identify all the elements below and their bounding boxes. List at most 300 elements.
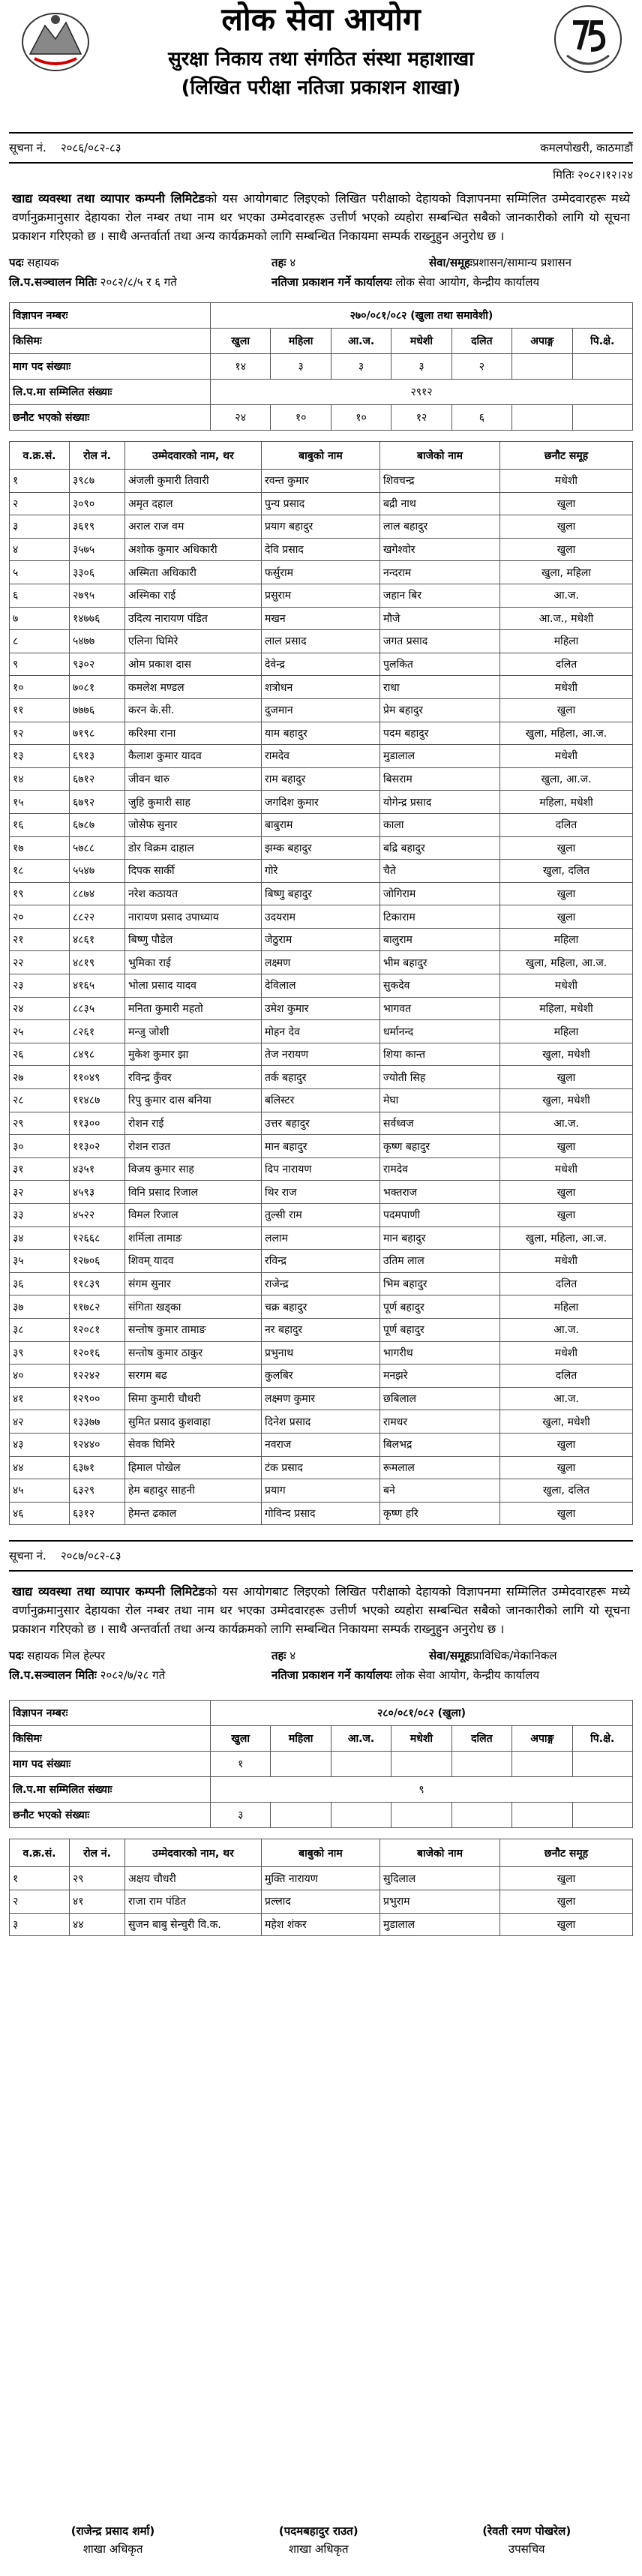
- table-row: [10, 492, 633, 515]
- table-cell: ११७८२: [70, 1296, 125, 1319]
- table-cell: ४५२२: [70, 1204, 125, 1227]
- table-cell: सन्तोष कुमार ठाकुर: [125, 1341, 262, 1365]
- table-cell: चैते: [380, 860, 500, 883]
- column-header: बाजेको नाम: [380, 1839, 500, 1867]
- table-cell: ४१: [70, 1890, 125, 1913]
- table-cell: हेम बहादुर साहनी: [125, 1479, 262, 1503]
- table-cell: जगत प्रसाद: [380, 630, 500, 653]
- table-cell: खुला: [500, 1181, 633, 1204]
- table-cell: सुदिलाल: [380, 1867, 500, 1890]
- table-cell: चक्र बहादुर: [262, 1296, 380, 1319]
- table-cell: ६७१२: [70, 767, 125, 791]
- table-cell: सुकदेव: [380, 974, 500, 998]
- table-cell: देविलाल: [262, 974, 380, 998]
- table-cell: मधेशी: [500, 1250, 633, 1273]
- table-cell: नन्दराम: [380, 561, 500, 584]
- table-cell: १९: [10, 882, 70, 905]
- table-cell: ३१: [10, 1157, 70, 1181]
- table-cell: मुक्ति नारायण: [262, 1867, 380, 1890]
- table-cell: खुला, मधेशी: [500, 1410, 633, 1434]
- table-cell: १३: [10, 745, 70, 768]
- post-info: पदः सहायक मिल हेल्पर तहः ४ सेवा/समूहःप्राविधिक/मेकानिकल: [9, 1649, 557, 1663]
- table-cell: मुडालाल: [380, 745, 500, 768]
- column-header: व.क्र.सं.: [10, 442, 70, 470]
- table-row: [10, 1410, 633, 1434]
- column-header: बाजेको नाम: [380, 442, 500, 470]
- table-cell: ३६१९: [70, 515, 125, 539]
- table-cell: पुन्य प्रसाद: [262, 492, 380, 515]
- post-info: पदः सहायक तहः ४ सेवा/समूहःप्रशासन/सामान्य प्रशासन: [9, 256, 572, 269]
- table-cell: ४१: [10, 1387, 70, 1410]
- table-cell: कृष्ण हरि: [380, 1502, 500, 1525]
- table-cell: महेश शंकर: [262, 1913, 380, 1936]
- ad-summary-table: विज्ञापन नम्बरः २७०/०८१/०८२ (खुला तथा समावेशी) किसिमः खुला महिला आ.ज. मधेशी दलित अपाङ्ग पि.क्षे. माग पद संख्याः १४ ३ ३ ३ २ लि.प.मा सम्मिलित संख्याः २९१२ छनौट भएको संख्याः २४ १० १० १२ ६: [9, 302, 633, 431]
- column-header: छनौट समूह: [500, 442, 633, 470]
- column-header: रोल नं.: [70, 442, 125, 470]
- table-cell: ४८१९: [70, 951, 125, 974]
- total-row: लि.प.मा सम्मिलित संख्याः ९: [10, 1777, 633, 1803]
- table-cell: ९३०२: [70, 653, 125, 676]
- type-row: किसिमः खुला महिला आ.ज. मधेशी दलित अपाङ्ग पि.क्षे.: [10, 329, 633, 354]
- table-cell: ४६: [10, 1502, 70, 1525]
- table-cell: आ.ज.: [500, 1318, 633, 1341]
- demand-row: माग पद संख्याः १४ ३ ३ ३ २: [10, 354, 633, 380]
- table-cell: ५: [10, 561, 70, 584]
- table-cell: ३५: [10, 1250, 70, 1273]
- table-cell: झम्क बहादुर: [262, 836, 380, 860]
- table-cell: दिपक सार्की: [125, 860, 262, 883]
- table-cell: महिला: [500, 928, 633, 951]
- anniversary-logo-icon: [552, 3, 624, 75]
- table-cell: खुला: [500, 882, 633, 905]
- table-cell: ८२६१: [70, 1020, 125, 1043]
- table-cell: खुला: [500, 1502, 633, 1525]
- selected-row: छनौट भएको संख्याः ३: [10, 1803, 633, 1828]
- table-cell: ६७९२: [70, 791, 125, 814]
- table-cell: पूर्ण बहादुर: [380, 1318, 500, 1341]
- table-cell: महिला, मधेशी: [500, 997, 633, 1020]
- table-cell: शिवम् यादव: [125, 1250, 262, 1273]
- table-cell: जगदिश कुमार: [262, 791, 380, 814]
- table-cell: जहान बिर: [380, 584, 500, 607]
- table-cell: फर्सुराम: [262, 561, 380, 584]
- table-cell: जोगिराम: [380, 882, 500, 905]
- table-cell: १२९००: [70, 1387, 125, 1410]
- ad-summary-table: विज्ञापन नम्बरः २८०/०८१/०८२ (खुला) किसिमः खुला महिला आ.ज. मधेशी दलित अपाङ्ग पि.क्षे. माग पद संख्याः १ लि.प.मा सम्मिलित संख्याः ९ छनौट भएको संख्याः ३: [9, 1700, 633, 1828]
- table-cell: ११३००: [70, 1112, 125, 1135]
- table-cell: ३०: [10, 1135, 70, 1158]
- table-cell: विनि प्रसाद रिजाल: [125, 1181, 262, 1204]
- table-row: [10, 1066, 633, 1089]
- table-cell: राम बहादुर: [262, 767, 380, 791]
- table-cell: ४१६५: [70, 974, 125, 998]
- total-row: लि.प.मा सम्मिलित संख्याः २९१२: [10, 380, 633, 405]
- table-cell: आ.ज.: [500, 584, 633, 607]
- table-cell: उदयराम: [262, 905, 380, 929]
- table-cell: काला: [380, 813, 500, 836]
- table-cell: खुला: [500, 492, 633, 515]
- table-cell: जीवन थारु: [125, 767, 262, 791]
- table-cell: मान बहादुर: [380, 1226, 500, 1250]
- table-cell: २२: [10, 951, 70, 974]
- table-cell: १२७०६: [70, 1250, 125, 1273]
- table-cell: भीम बहादुर: [380, 951, 500, 974]
- table-cell: महिला, मधेशी: [500, 791, 633, 814]
- table-cell: ओम प्रकाश दास: [125, 653, 262, 676]
- table-cell: रामदेव: [262, 745, 380, 768]
- table-cell: १६: [10, 813, 70, 836]
- table-cell: ३: [10, 1913, 70, 1936]
- table-cell: ५४७७: [70, 630, 125, 653]
- table-cell: खुला, मधेशी: [500, 1043, 633, 1066]
- table-cell: ३५७५: [70, 538, 125, 561]
- signature-2: (पदमबहादुर राउत) शाखा अधिकृत: [278, 2524, 358, 2556]
- table-cell: खुला: [500, 905, 633, 929]
- table-cell: मन्जु जोशी: [125, 1020, 262, 1043]
- table-cell: २८: [10, 1089, 70, 1112]
- table-cell: मेघा: [380, 1089, 500, 1112]
- table-cell: राधा: [380, 676, 500, 699]
- table-cell: मुडालाल: [380, 1913, 500, 1936]
- table-row: [10, 791, 633, 814]
- table-cell: १२०८१: [70, 1318, 125, 1341]
- table-cell: सेवक घिमिरे: [125, 1433, 262, 1456]
- table-cell: ४: [10, 538, 70, 561]
- column-header: उम्मेदवारको नाम, थर: [125, 442, 262, 470]
- table-cell: बालुराम: [380, 928, 500, 951]
- table-cell: बिष्णु बहादुर: [262, 882, 380, 905]
- notice-line: [9, 134, 633, 162]
- table-cell: मनझरे: [380, 1365, 500, 1388]
- table-cell: लाल बहादुर: [380, 515, 500, 539]
- table-cell: हिमाल पोखेल: [125, 1456, 262, 1479]
- table-cell: सुमित प्रसाद कुशवाहा: [125, 1410, 262, 1434]
- table-cell: गोविन्द प्रसाद: [262, 1502, 380, 1525]
- table-cell: रविन्द्र कुँवर: [125, 1066, 262, 1089]
- column-header: बाबुको नाम: [262, 442, 380, 470]
- table-cell: खुला, महिला, आ.ज.: [500, 722, 633, 745]
- table-cell: हेमन्त ढकाल: [125, 1502, 262, 1525]
- table-cell: खुला, महिला: [500, 561, 633, 584]
- table-cell: सर्वध्वज: [380, 1112, 500, 1135]
- table-cell: जेठुराम: [262, 928, 380, 951]
- table-cell: राजेन्द्र: [262, 1272, 380, 1296]
- notice-number: सूचना नं. २०८६/०८२-८३: [9, 141, 122, 155]
- table-cell: बिलभद्र: [380, 1433, 500, 1456]
- signature-block: [9, 2522, 633, 2558]
- table-cell: खगेश्वोर: [380, 538, 500, 561]
- table-cell: बद्री नाथ: [380, 492, 500, 515]
- table-cell: मोहन देव: [262, 1020, 380, 1043]
- table-cell: २१: [10, 928, 70, 951]
- table-cell: ललाम: [262, 1226, 380, 1250]
- table-cell: ७: [10, 607, 70, 630]
- notice-date: मितिः २०८२।१२।२४: [553, 168, 633, 182]
- table-cell: पुलकित: [380, 653, 500, 676]
- table-cell: बद्रि बहादुर: [380, 836, 500, 860]
- table-cell: ६३२९: [70, 1479, 125, 1503]
- table-cell: टंक प्रसाद: [262, 1456, 380, 1479]
- table-cell: दलित: [500, 813, 633, 836]
- table-cell: ८: [10, 630, 70, 653]
- table-cell: धर्मानन्द: [380, 1020, 500, 1043]
- table-cell: ७१९८: [70, 722, 125, 745]
- table-cell: ३३: [10, 1204, 70, 1227]
- table-cell: रवन्त कुमार: [262, 470, 380, 493]
- table-row: [10, 1089, 633, 1112]
- table-cell: सुजन बाबु सेन्चुरी वि.क.: [125, 1913, 262, 1936]
- office-place: कमलपोखरी, काठमाडौं: [540, 141, 633, 155]
- table-cell: जोसेफ सुनार: [125, 813, 262, 836]
- table-cell: ३७: [10, 1296, 70, 1319]
- table-cell: विमल रिजाल: [125, 1204, 262, 1227]
- table-cell: ५७८८: [70, 836, 125, 860]
- table-cell: बिष्णु पौडेल: [125, 928, 262, 951]
- table-cell: ४४: [10, 1456, 70, 1479]
- exam-info: लि.प.सञ्चालन मितिः २०८२/८/५ र ६ गते नतिजा प्रकाशन गर्ने कार्यालयः लोक सेवा आयोग, केन्द्रीय कार्यालय: [9, 275, 540, 289]
- table-cell: २३: [10, 974, 70, 998]
- column-header: छनौट समूह: [500, 1839, 633, 1867]
- table-cell: दलित: [500, 1272, 633, 1296]
- table-cell: खुला, दलित: [500, 860, 633, 883]
- table-cell: अंजली कुमारी तिवारी: [125, 470, 262, 493]
- table-row: [10, 1456, 633, 1479]
- table-cell: ८८३५: [70, 997, 125, 1020]
- table-cell: करन के.सी.: [125, 698, 262, 722]
- table-cell: बाबुराम: [262, 813, 380, 836]
- table-cell: खुला: [500, 698, 633, 722]
- table-row: [10, 1112, 633, 1135]
- table-row: [10, 1135, 633, 1158]
- table-row: [10, 653, 633, 676]
- table-cell: ७७७६: [70, 698, 125, 722]
- table-cell: नवराज: [262, 1433, 380, 1456]
- table-cell: खुला: [500, 1204, 633, 1227]
- table-cell: २: [10, 1890, 70, 1913]
- table-cell: ४८६१: [70, 928, 125, 951]
- table-cell: महिला: [500, 630, 633, 653]
- table-row: [10, 584, 633, 607]
- table-cell: भागरीथ: [380, 1341, 500, 1365]
- table-cell: अराल राज वम: [125, 515, 262, 539]
- page-title: लोक सेवा आयोग: [221, 1, 421, 38]
- table-cell: देवि प्रसाद: [262, 538, 380, 561]
- table-cell: २७९५: [70, 584, 125, 607]
- table-cell: खुला: [500, 1456, 633, 1479]
- table-cell: ११३०२: [70, 1135, 125, 1158]
- table-row: [10, 515, 633, 539]
- table-cell: खुला, आ.ज.: [500, 767, 633, 791]
- column-header: बाबुको नाम: [262, 1839, 380, 1867]
- table-row: [10, 836, 633, 860]
- table-cell: खुला: [500, 1433, 633, 1456]
- table-cell: ४३: [10, 1433, 70, 1456]
- table-cell: १२६६८: [70, 1226, 125, 1250]
- notice-paragraph: खाद्य व्यवस्था तथा व्यापार कम्पनी लिमिटेडको यस आयोगबाट लिइएको लिखित परीक्षाको देहायको विज्ञापनमा सम्मिलित उम्मेदवारहरू मध्ये वर्णानुक्रमानुसार देहायका रोल नम्बर तथा नाम थर भएका उम्मेदवारहरू उत्तीर्ण भएको व्यहोरा सम्बन्धित सबैको जानकारीको लागि यो सूचना प्रकाशन गरिएको छ । साथै अन्तर्वार्ता तथा अन्य कार्यक्रमको लागि सम्बन्धित निकायमा सम्पर्क राख्नुहुन अनुरोध छ ।: [12, 191, 630, 243]
- table-cell: भक्तराज: [380, 1181, 500, 1204]
- table-row: [10, 1226, 633, 1250]
- table-cell: मधेशी: [500, 1157, 633, 1181]
- table-cell: ३६: [10, 1272, 70, 1296]
- table-cell: योगेन्द्र प्रसाद: [380, 791, 500, 814]
- table-cell: राजा राम पंडित: [125, 1890, 262, 1913]
- table-cell: भुमिका राई: [125, 951, 262, 974]
- table-cell: ३: [10, 515, 70, 539]
- table-row: [10, 1181, 633, 1204]
- table-row: [10, 928, 633, 951]
- company-name: खाद्य व्यवस्था तथा व्यापार कम्पनी लिमिटेड: [12, 1584, 205, 1599]
- table-cell: तुल्सी राम: [262, 1204, 380, 1227]
- table-cell: ३०९०: [70, 492, 125, 515]
- table-cell: ३२: [10, 1181, 70, 1204]
- table-row: [10, 607, 633, 630]
- table-cell: शिवचन्द्र: [380, 470, 500, 493]
- table-row: [10, 1890, 633, 1913]
- table-cell: २७: [10, 1066, 70, 1089]
- table-row: [10, 1913, 633, 1936]
- notice-paragraph: खाद्य व्यवस्था तथा व्यापार कम्पनी लिमिटेडको यस आयोगबाट लिइएको लिखित परीक्षाको देहायको विज्ञापनमा सम्मिलित उम्मेदवारहरू मध्ये वर्णानुक्रमानुसार देहायका रोल नम्बर तथा नाम थर भएका उम्मेदवारहरू उत्तीर्ण भएको व्यहोरा सम्बन्धित सबैको जानकारीको लागि यो सूचना प्रकाशन गरिएको छ । साथै अन्तर्वार्ता तथा अन्य कार्यक्रमको लागि सम्बन्धित निकायमा सम्पर्क राख्नुहुन अनुरोध छ ।: [12, 1584, 630, 1637]
- table-cell: पदमपाणी: [380, 1204, 500, 1227]
- table-cell: आ.ज.: [500, 1112, 633, 1135]
- table-cell: २: [10, 492, 70, 515]
- table-cell: नर बहादुर: [262, 1318, 380, 1341]
- signature-1: (राजेन्द्र प्रसाद शर्मा) शाखा अधिकृत: [70, 2524, 155, 2556]
- table-cell: नरेश कठायत: [125, 882, 262, 905]
- table-cell: कैलाश कुमार यादव: [125, 745, 262, 768]
- table-cell: रोशन राई: [125, 1112, 262, 1135]
- table-cell: करिश्मा राना: [125, 722, 262, 745]
- table-cell: याम बहादुर: [262, 722, 380, 745]
- table-cell: पूर्ण बहादुर: [380, 1296, 500, 1319]
- table-cell: ११८३९: [70, 1272, 125, 1296]
- type-row: किसिमः खुला महिला आ.ज. मधेशी दलित अपाङ्ग पि.क्षे.: [10, 1726, 633, 1752]
- table-cell: अस्मिका राई: [125, 584, 262, 607]
- table-cell: प्रभुनाथ: [262, 1341, 380, 1365]
- table-cell: मधेशी: [500, 1341, 633, 1365]
- candidate-table: [9, 441, 633, 1525]
- table-cell: संगिता खड्का: [125, 1296, 262, 1319]
- table-cell: ६: [10, 584, 70, 607]
- table-row: [10, 1250, 633, 1273]
- table-cell: जुहि कुमारी साह: [125, 791, 262, 814]
- table-cell: १२४४०: [70, 1433, 125, 1456]
- divider: [9, 1570, 633, 1572]
- table-cell: ५५४७: [70, 860, 125, 883]
- table-row: [10, 813, 633, 836]
- signature-3: (रेवती रमण पोखरेल) उपसचिव: [482, 2524, 572, 2556]
- table-cell: खुला: [500, 836, 633, 860]
- table-row: [10, 974, 633, 998]
- table-cell: लक्ष्मण कुमार: [262, 1387, 380, 1410]
- table-cell: ४३५१: [70, 1157, 125, 1181]
- table-cell: सरगम बढ: [125, 1365, 262, 1388]
- table-cell: भागवत: [380, 997, 500, 1020]
- table-row: [10, 1365, 633, 1388]
- table-cell: दलित: [500, 653, 633, 676]
- table-cell: दुजमान: [262, 698, 380, 722]
- table-cell: उत्तर बहादुर: [262, 1112, 380, 1135]
- table-cell: मुकेश कुमार झा: [125, 1043, 262, 1066]
- notice-number: सूचना नं. २०८७/०८२-८३: [9, 1549, 122, 1563]
- table-cell: रामधर: [380, 1410, 500, 1434]
- table-cell: मधेशी: [500, 974, 633, 998]
- column-header: रोल नं.: [70, 1839, 125, 1867]
- table-cell: १३३७७: [70, 1410, 125, 1434]
- table-row: [10, 538, 633, 561]
- table-cell: कुलबिर: [262, 1365, 380, 1388]
- column-header: उम्मेदवारको नाम, थर: [125, 1839, 262, 1867]
- table-cell: थिर राज: [262, 1181, 380, 1204]
- table-cell: नारायण प्रसाद उपाध्याय: [125, 905, 262, 929]
- table-cell: १२: [10, 722, 70, 745]
- table-cell: अशोक कुमार अधिकारी: [125, 538, 262, 561]
- table-cell: महिला: [500, 1020, 633, 1043]
- table-cell: आ.ज., मधेशी: [500, 607, 633, 630]
- table-cell: मनिता कुमारी महतो: [125, 997, 262, 1020]
- table-cell: १८: [10, 860, 70, 883]
- table-row: [10, 1433, 633, 1456]
- table-cell: १०: [10, 676, 70, 699]
- candidate-header-row: [10, 1839, 633, 1867]
- table-cell: खुला: [500, 1135, 633, 1158]
- table-cell: २४: [10, 997, 70, 1020]
- table-cell: शत्रोधन: [262, 676, 380, 699]
- table-cell: १: [10, 1867, 70, 1890]
- table-row: [10, 745, 633, 768]
- table-row: [10, 882, 633, 905]
- table-cell: रामदेव: [380, 1157, 500, 1181]
- candidate-table: [9, 1839, 633, 1936]
- table-row: [10, 1296, 633, 1319]
- table-row: [10, 1272, 633, 1296]
- table-cell: १: [10, 470, 70, 493]
- table-cell: उदित्य नारायण पंडित: [125, 607, 262, 630]
- division-title: सुरक्षा निकाय तथा संगठित संस्था महाशाखा: [168, 48, 474, 71]
- table-cell: प्रल्लाद: [262, 1890, 380, 1913]
- table-cell: दिप नारायण: [262, 1157, 380, 1181]
- table-cell: ६७८७: [70, 813, 125, 836]
- table-cell: पदम बहादुर: [380, 722, 500, 745]
- table-cell: खुला, महिला, आ.ज.: [500, 951, 633, 974]
- table-cell: कृष्ण बहादुर: [380, 1135, 500, 1158]
- table-cell: मखन: [262, 607, 380, 630]
- table-row: [10, 1867, 633, 1890]
- table-row: [10, 470, 633, 493]
- table-cell: मधेशी: [500, 745, 633, 768]
- table-cell: मधेशी: [500, 470, 633, 493]
- table-cell: ३९८७: [70, 470, 125, 493]
- table-cell: बिसराम: [380, 767, 500, 791]
- table-cell: आ.ज.: [500, 1387, 633, 1410]
- table-cell: २६: [10, 1043, 70, 1066]
- table-cell: बलिस्टर: [262, 1089, 380, 1112]
- table-cell: प्रेम बहादुर: [380, 698, 500, 722]
- table-cell: ३८: [10, 1318, 70, 1341]
- table-cell: खुला: [500, 1867, 633, 1890]
- table-cell: रूमलाल: [380, 1456, 500, 1479]
- table-cell: उतिम लाल: [380, 1250, 500, 1273]
- table-cell: १४: [10, 767, 70, 791]
- table-row: [10, 676, 633, 699]
- table-cell: ४०: [10, 1365, 70, 1388]
- table-cell: छबिलाल: [380, 1387, 500, 1410]
- table-cell: मौजे: [380, 607, 500, 630]
- table-cell: ३३०६: [70, 561, 125, 584]
- table-cell: प्रसुराम: [262, 584, 380, 607]
- table-cell: टिकाराम: [380, 905, 500, 929]
- table-cell: ३९: [10, 1341, 70, 1365]
- table-row: [10, 1157, 633, 1181]
